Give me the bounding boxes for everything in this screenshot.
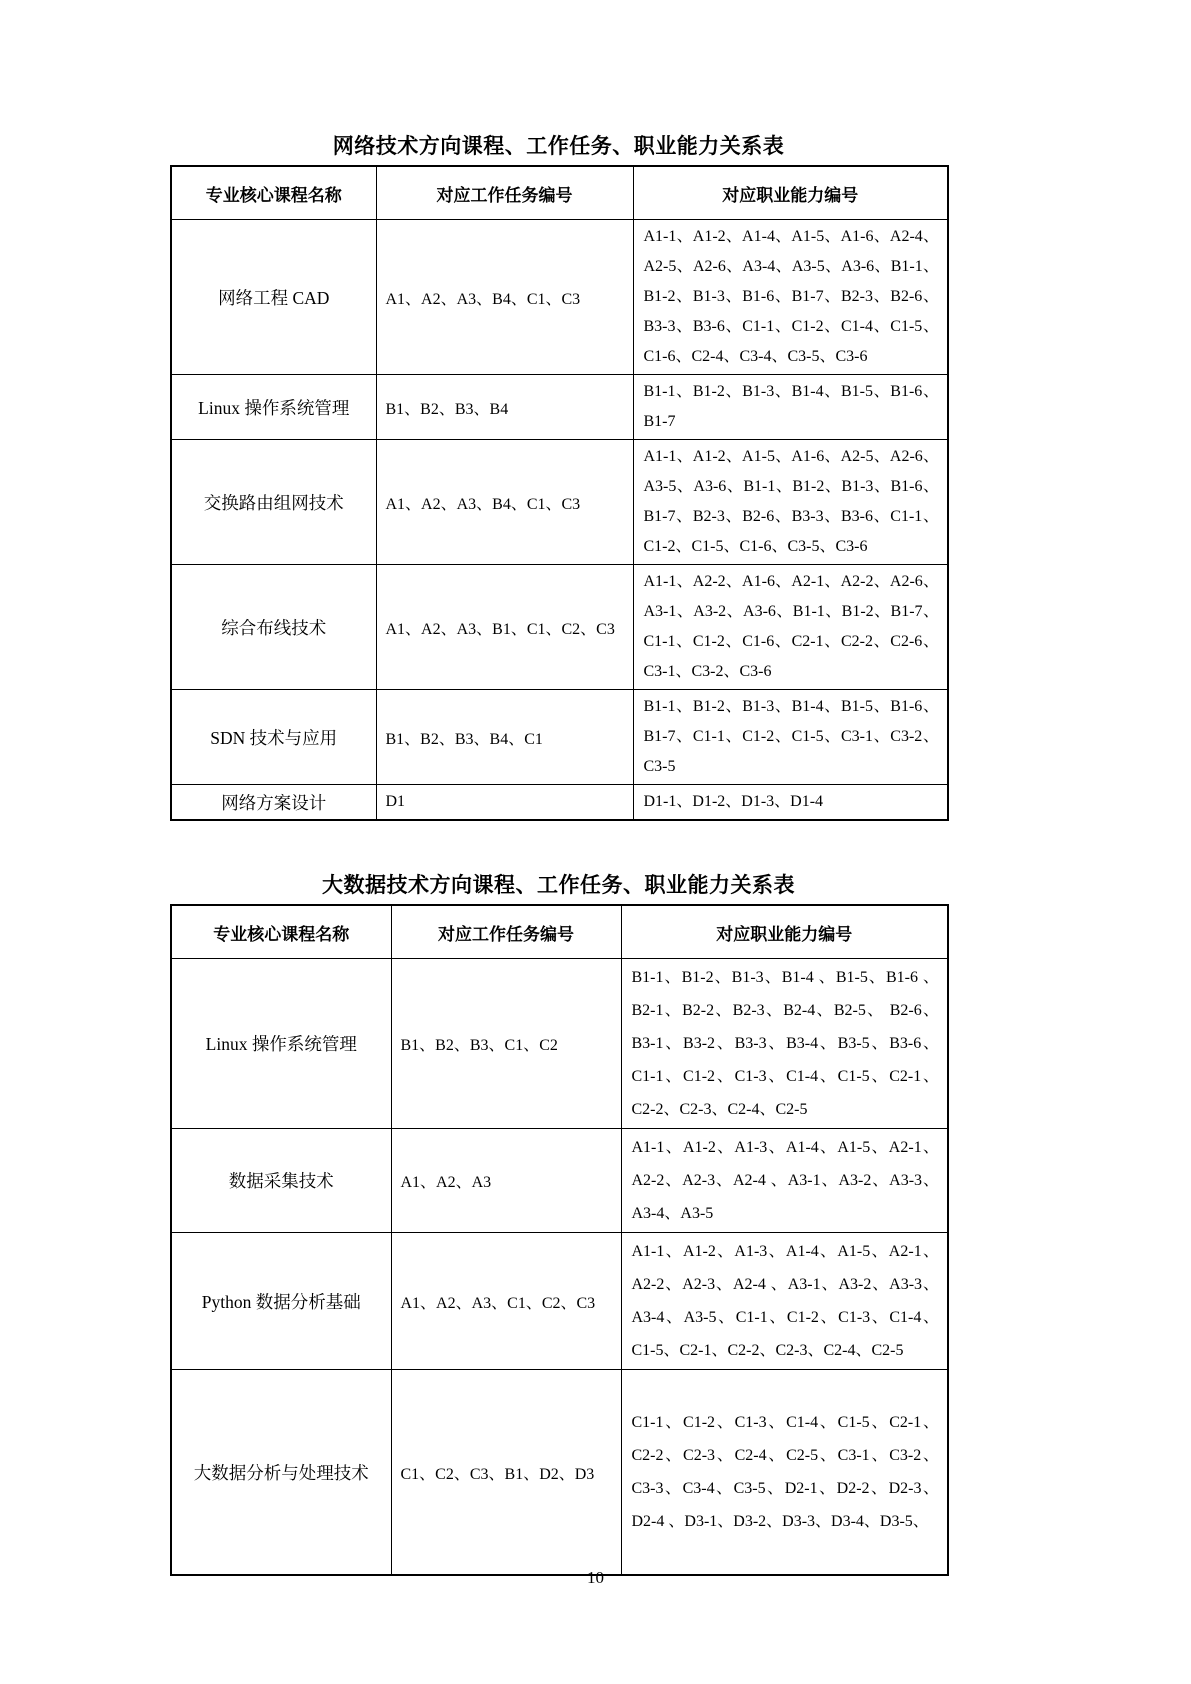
- ability-codes-cell: C1-1、C1-2、C1-3、C1-4、C1-5、C2-1、C2-2、C2-3、C2-4、C2-5、C3-1、C3-2、C3-3、C3-4、C3-5、D2-1、D2-2、D2-3、D2-4 、D3-1、D3-2、D3-3、D3-4、D3-5、: [621, 1370, 948, 1576]
- course-name-cell: Python 数据分析基础: [171, 1233, 391, 1370]
- table-row: [171, 1129, 948, 1233]
- task-codes-cell: A1、A2、A3、B4、C1、C3: [376, 440, 633, 565]
- table-row: [171, 690, 948, 785]
- task-codes-cell: B1、B2、B3、B4: [376, 375, 633, 440]
- task-codes-cell: B1、B2、B3、C1、C2: [391, 959, 621, 1129]
- task-codes-cell: C1、C2、C3、B1、D2、D3: [391, 1370, 621, 1576]
- table-row: [171, 1370, 948, 1576]
- ability-codes-cell: B1-1、B1-2、B1-3、B1-4 、B1-5、B1-6 、B2-1、B2-2、B2-3、B2-4、B2-5、 B2-6、B3-1、B3-2、B3-3、B3-4、B3-5、B3-6、C1-1、C1-2、C1-3、C1-4、C1-5、C2-1、C2-2、C2-3、C2-4、C2-5: [621, 959, 948, 1129]
- course-name-cell: 大数据分析与处理技术: [171, 1370, 391, 1576]
- header-ability-codes: 对应职业能力编号: [621, 905, 948, 959]
- bigdata-table-title: 大数据技术方向课程、工作任务、职业能力关系表: [322, 874, 795, 897]
- course-name-cell: 网络工程 CAD: [171, 220, 376, 375]
- course-name-cell: Linux 操作系统管理: [171, 959, 391, 1129]
- table-row: [171, 220, 948, 375]
- page-number: 10: [587, 1568, 604, 1587]
- header-course-name: 专业核心课程名称: [171, 166, 376, 220]
- course-name-cell: SDN 技术与应用: [171, 690, 376, 785]
- table-header-row: [171, 166, 948, 220]
- task-codes-cell: B1、B2、B3、B4、C1: [376, 690, 633, 785]
- bigdata-direction-section: [170, 869, 1191, 1576]
- table-row: [171, 440, 948, 565]
- task-codes-cell: A1、A2、A3、C1、C2、C3: [391, 1233, 621, 1370]
- course-name-cell: 数据采集技术: [171, 1129, 391, 1233]
- course-name-cell: 综合布线技术: [171, 565, 376, 690]
- table-row: [171, 375, 948, 440]
- course-name-cell: Linux 操作系统管理: [171, 375, 376, 440]
- network-direction-section: [170, 130, 1191, 821]
- table-row: [171, 785, 948, 821]
- course-name-cell: 网络方案设计: [171, 785, 376, 821]
- network-course-table: [170, 165, 949, 821]
- ability-codes-cell: A1-1、A1-2、A1-4、A1-5、A1-6、A2-4、A2-5、A2-6、A3-4、A3-5、A3-6、B1-1、B1-2、B1-3、B1-6、B1-7、B2-3、B2-6、B3-3、B3-6、C1-1、C1-2、C1-4、C1-5、C1-6、C2-4、C3-4、C3-5、C3-6: [633, 220, 948, 375]
- table-row: [171, 565, 948, 690]
- ability-codes-cell: A1-1、A1-2、A1-5、A1-6、A2-5、A2-6、A3-5、A3-6、B1-1、B1-2、B1-3、B1-6、B1-7、B2-3、B2-6、B3-3、B3-6、C1-1、C1-2、C1-5、C1-6、C3-5、C3-6: [633, 440, 948, 565]
- ability-codes-cell: A1-1、A1-2、A1-3、A1-4、A1-5、A2-1、A2-2、A2-3、A2-4 、A3-1、A3-2、A3-3、A3-4、A3-5、C1-1、C1-2、C1-3、C1-4、C1-5、C2-1、C2-2、C2-3、C2-4、C2-5: [621, 1233, 948, 1370]
- table-row: [171, 959, 948, 1129]
- network-table-title: 网络技术方向课程、工作任务、职业能力关系表: [332, 135, 785, 158]
- task-codes-cell: A1、A2、A3: [391, 1129, 621, 1233]
- header-ability-codes: 对应职业能力编号: [633, 166, 948, 220]
- course-name-cell: 交换路由组网技术: [171, 440, 376, 565]
- task-codes-cell: D1: [376, 785, 633, 821]
- ability-codes-cell: D1-1、D1-2、D1-3、D1-4: [633, 785, 948, 821]
- ability-codes-cell: A1-1、A2-2、A1-6、A2-1、A2-2、A2-6、A3-1、A3-2、A3-6、B1-1、B1-2、B1-7、C1-1、C1-2、C1-6、C2-1、C2-2、C2-6、C3-1、C3-2、C3-6: [633, 565, 948, 690]
- header-course-name: 专业核心课程名称: [171, 905, 391, 959]
- ability-codes-cell: B1-1、B1-2、B1-3、B1-4、B1-5、B1-6、B1-7: [633, 375, 948, 440]
- header-task-codes: 对应工作任务编号: [391, 905, 621, 959]
- header-task-codes: 对应工作任务编号: [376, 166, 633, 220]
- ability-codes-cell: B1-1、B1-2、B1-3、B1-4、B1-5、B1-6、B1-7、C1-1、C1-2、C1-5、C3-1、C3-2、C3-5: [633, 690, 948, 785]
- table-row: [171, 1233, 948, 1370]
- ability-codes-cell: A1-1、A1-2、A1-3、A1-4、A1-5、A2-1、A2-2、A2-3、A2-4 、A3-1、A3-2、A3-3、A3-4、A3-5: [621, 1129, 948, 1233]
- task-codes-cell: A1、A2、A3、B1、C1、C2、C3: [376, 565, 633, 690]
- bigdata-course-table: [170, 904, 949, 1576]
- table-header-row: [171, 905, 948, 959]
- task-codes-cell: A1、A2、A3、B4、C1、C3: [376, 220, 633, 375]
